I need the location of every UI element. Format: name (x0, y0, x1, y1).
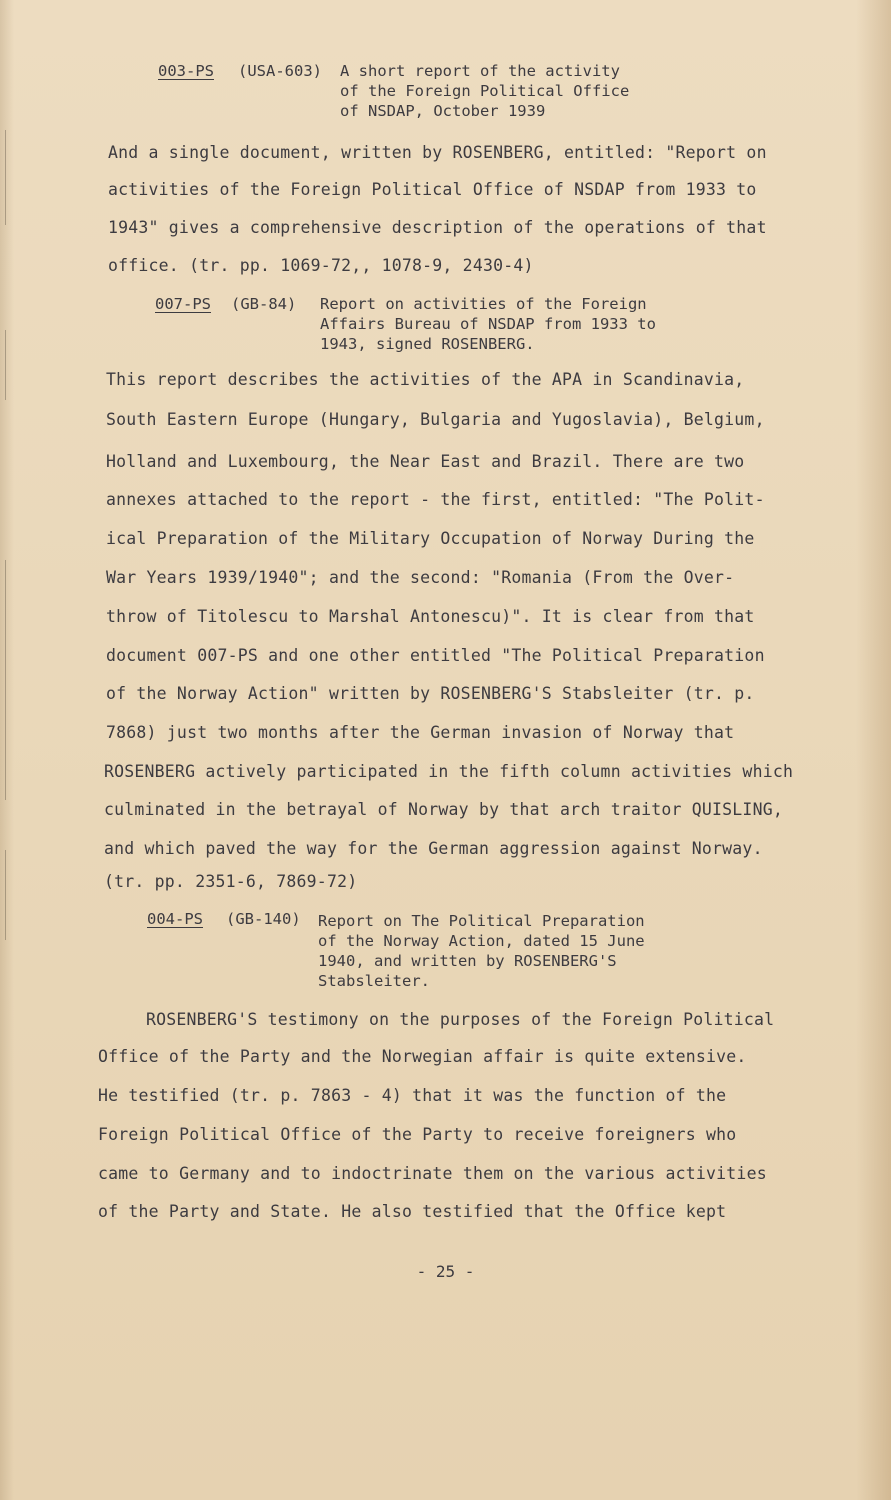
reference-description-line: of NSDAP, October 1939 (340, 102, 546, 120)
document-id: 007-PS (155, 295, 211, 313)
page-edge-mark (5, 130, 6, 225)
text-line: Office of the Party and the Norwegian affair is quite extensive. (98, 1047, 747, 1066)
page-number: - 25 - (416, 1262, 475, 1281)
exhibit-number: (USA-603) (238, 62, 322, 80)
text-line: came to Germany and to indoctrinate them on the various activities (98, 1164, 767, 1183)
text-line: Holland and Luxembourg, the Near East and Brazil. There are two (106, 452, 745, 471)
text-line: annexes attached to the report - the first, entitled: "The Polit- (106, 490, 765, 509)
document-id: 004-PS (147, 910, 203, 928)
text-line: This report describes the activities of the APA in Scandinavia, (106, 370, 745, 389)
page-edge-mark (5, 560, 6, 800)
text-line: ROSENBERG'S testimony on the purposes of the Foreign Political (146, 1010, 775, 1029)
reference-description-line: of the Norway Action, dated 15 June (318, 932, 645, 950)
text-line: And a single document, written by ROSENBERG, entitled: "Report on (108, 143, 767, 162)
text-line: office. (tr. pp. 1069-72,, 1078-9, 2430-4) (108, 256, 534, 275)
text-line: ical Preparation of the Military Occupation of Norway During the (106, 529, 755, 548)
document-id: 003-PS (158, 62, 214, 80)
page-edge-mark (5, 850, 6, 940)
exhibit-number: (GB-140) (226, 910, 301, 928)
text-line: of the Party and State. He also testified that the Office kept (98, 1202, 727, 1221)
text-line: ROSENBERG actively participated in the fifth column activities which (104, 762, 794, 781)
reference-description-line: 1940, and written by ROSENBERG'S (318, 952, 617, 970)
reference-description-line: Affairs Bureau of NSDAP from 1933 to (320, 315, 656, 333)
reference-description-line: Stabsleiter. (318, 972, 430, 990)
text-line: throw of Titolescu to Marshal Antonescu)". It is clear from that (106, 607, 755, 626)
reference-description-line: Report on The Political Preparation (318, 912, 645, 930)
reference-description-line: A short report of the activity (340, 62, 620, 80)
reference-description-line: 1943, signed ROSENBERG. (320, 335, 535, 353)
text-line: activities of the Foreign Political Office of NSDAP from 1933 to (108, 180, 757, 199)
text-line: 7868) just two months after the German invasion of Norway that (106, 723, 735, 742)
text-line: culminated in the betrayal of Norway by that arch traitor QUISLING, (104, 800, 783, 819)
text-line: He testified (tr. p. 7863 - 4) that it was the function of the (98, 1086, 727, 1105)
text-line: Foreign Political Office of the Party to receive foreigners who (98, 1125, 737, 1144)
text-line: (tr. pp. 2351-6, 7869-72) (104, 872, 358, 891)
text-line: document 007-PS and one other entitled "The Political Preparation (106, 646, 765, 665)
page-edge-mark (5, 330, 6, 400)
reference-description-line: Report on activities of the Foreign (320, 295, 647, 313)
exhibit-number: (GB-84) (231, 295, 297, 313)
text-line: War Years 1939/1940"; and the second: "Romania (From the Over- (106, 568, 735, 587)
text-line: of the Norway Action" written by ROSENBERG'S Stabsleiter (tr. p. (106, 684, 755, 703)
text-line: 1943" gives a comprehensive description of the operations of that (108, 218, 767, 237)
text-line: South Eastern Europe (Hungary, Bulgaria and Yugoslavia), Belgium, (106, 410, 765, 429)
text-line: and which paved the way for the German aggression against Norway. (104, 839, 763, 858)
reference-description-line: of the Foreign Political Office (340, 82, 630, 100)
